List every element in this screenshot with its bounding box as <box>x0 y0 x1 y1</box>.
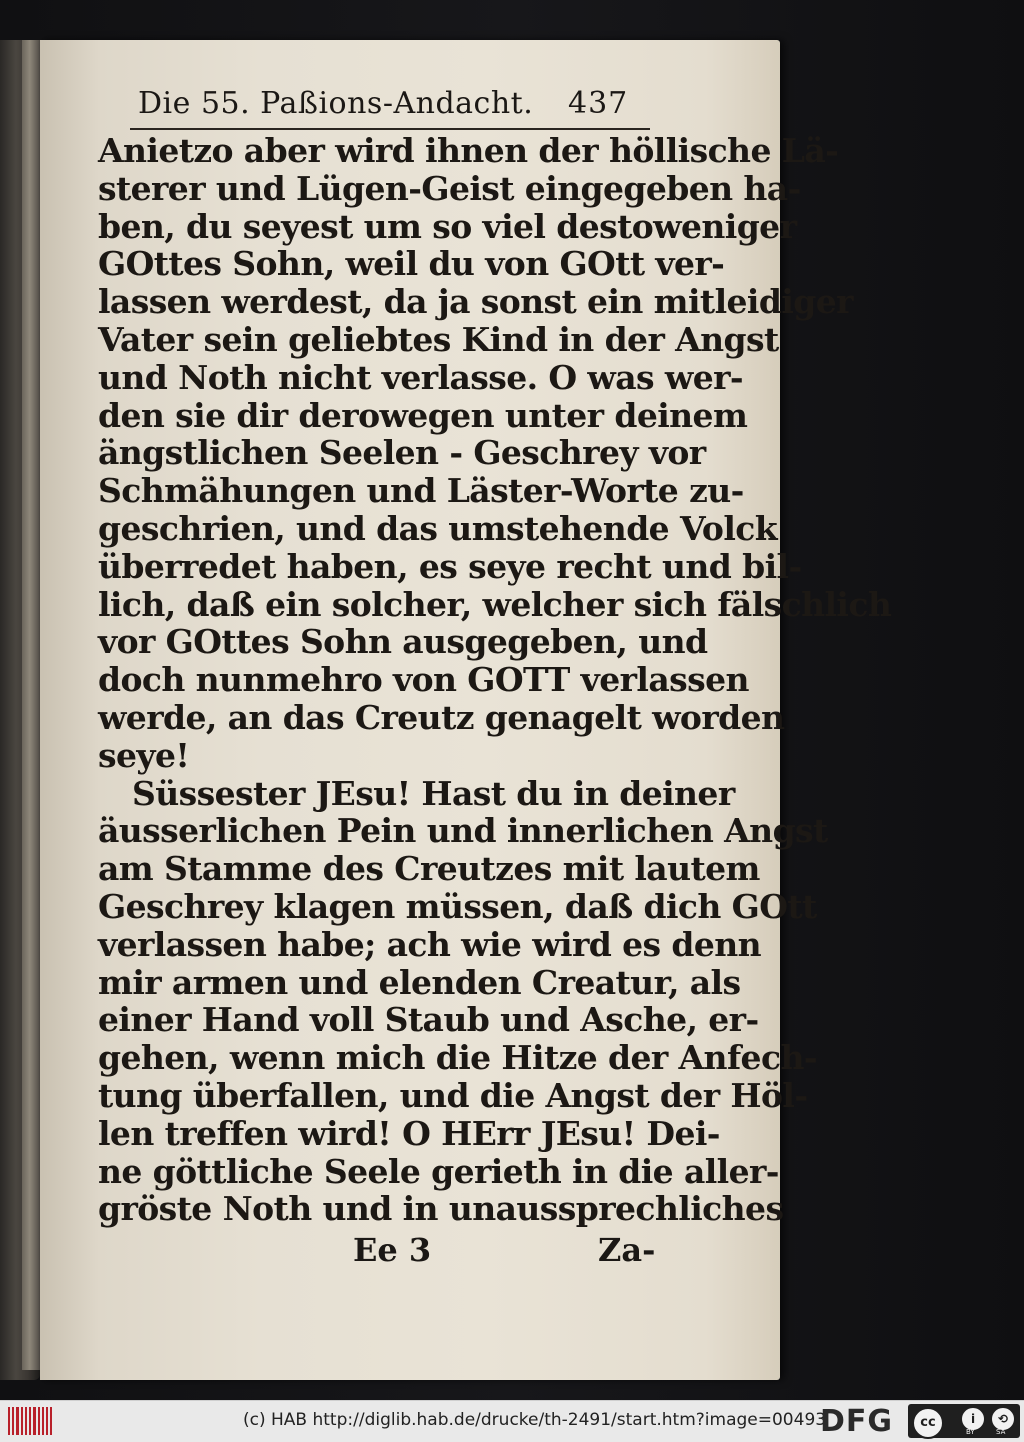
text-line: überredet haben, es seye recht und bil- <box>98 546 802 586</box>
cc-license-badge[interactable] <box>908 1404 1020 1438</box>
text-line: lassen werdest, da ja sonst ein mitleidiger <box>98 282 853 322</box>
header-rule <box>130 128 650 130</box>
copyright-link[interactable]: (c) HAB http://diglib.hab.de/drucke/th-2491/start.htm?image=00493 <box>243 1410 827 1430</box>
text-line: den sie dir derowegen unter deinem <box>98 395 748 435</box>
share-alike-icon: ⟲ <box>990 1406 1016 1432</box>
text-line: Geschrey klagen müssen, daß dich GOtt <box>98 886 817 926</box>
text-line: ben, du seyest um so viel destoweniger <box>98 206 797 246</box>
text-line: Schmähungen und Läster-Worte zu- <box>98 471 744 511</box>
text-line: lich, daß ein solcher, welcher sich fälschlich <box>98 584 892 624</box>
printer-signature: Ee 3 <box>353 1231 432 1270</box>
catchword: Za- <box>598 1231 656 1270</box>
running-title: Die 55. Paßions-Andacht. <box>138 86 534 121</box>
text-line: einer Hand voll Staub und Asche, er- <box>98 1000 759 1040</box>
text-line: geschrien, und das umstehende Volck <box>98 508 778 548</box>
by-label: BY <box>966 1428 975 1436</box>
text-line: verlassen habe; ach wie wird es denn <box>98 924 762 964</box>
text-line: gehen, wenn mich die Hitze der Anfech- <box>98 1038 817 1078</box>
library-barcode-icon <box>8 1407 52 1435</box>
viewer-footer <box>0 1400 1024 1442</box>
text-line: doch nunmehro von GOTT verlassen <box>98 660 749 700</box>
book-page <box>40 40 892 1380</box>
dfg-logo: DFG <box>820 1404 894 1439</box>
body-text <box>98 131 892 1229</box>
text-line: len treffen wird! O HErr JEsu! Dei- <box>98 1113 720 1153</box>
cc-icon: cc <box>912 1407 944 1439</box>
attribution-icon: i <box>960 1406 986 1432</box>
text-line: Vater sein geliebtes Kind in der Angst <box>98 319 779 359</box>
text-line: gröste Noth und in unaussprechliches <box>98 1189 784 1229</box>
text-line: ängstlichen Seelen - Geschrey vor <box>98 433 706 473</box>
running-head <box>98 78 758 130</box>
text-line: ne göttliche Seele gerieth in die aller- <box>98 1151 779 1191</box>
text-line: äusserlichen Pein und innerlichen Angst <box>98 811 828 851</box>
text-line: sterer und Lügen-Geist eingegeben ha- <box>98 168 801 208</box>
text-line: Süssester JEsu! Hast du in deiner <box>132 773 735 813</box>
text-line: mir armen und elenden Creatur, als <box>98 962 741 1002</box>
text-line: seye! <box>98 735 190 775</box>
signature-line <box>98 1228 758 1272</box>
text-line: und Noth nicht verlasse. O was wer- <box>98 357 743 397</box>
text-line: vor GOttes Sohn ausgegeben, und <box>98 622 708 662</box>
page-content <box>98 78 892 1272</box>
page-number: 437 <box>568 86 629 121</box>
text-line: tung überfallen, und die Angst der Höl- <box>98 1075 808 1115</box>
text-line: werde, an das Creutz genagelt worden <box>98 697 785 737</box>
text-line: GOttes Sohn, weil du von GOtt ver- <box>98 244 725 284</box>
text-line: Anietzo aber wird ihnen der höllische Lä- <box>98 131 839 170</box>
text-line: am Stamme des Creutzes mit lautem <box>98 849 760 889</box>
sa-label: SA <box>996 1428 1006 1436</box>
